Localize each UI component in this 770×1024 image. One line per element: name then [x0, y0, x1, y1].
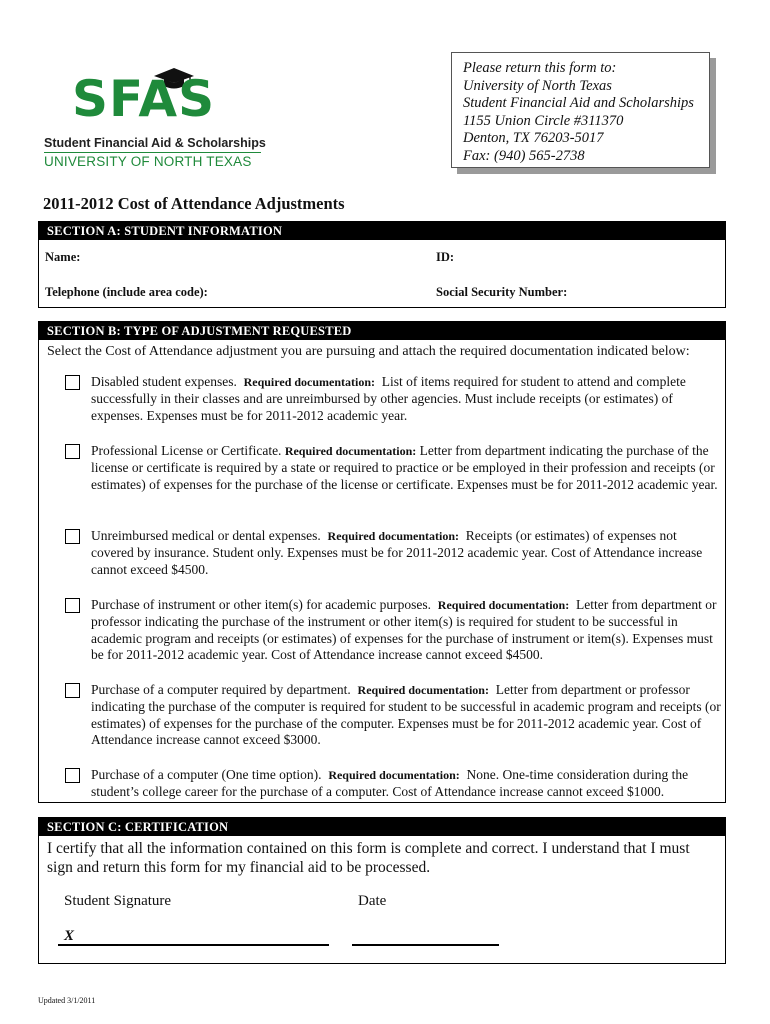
student-signature-label: Student Signature: [64, 893, 172, 909]
ssn-field-label[interactable]: Social Security Number:: [436, 285, 568, 299]
adjustment-option-professional-license: [65, 443, 721, 493]
form-title: 2011-2012 Cost of Attendance Adjustments: [43, 194, 345, 213]
option-doc: Receipts (or estimates) of expenses not covered by insurance. Student only. Expenses must be for 2011-2012 academic year. Cost of Attendance increase cannot exceed $4500.: [91, 528, 703, 577]
option-title: Purchase of instrument or other item(s) for academic purposes.: [91, 597, 432, 612]
checkbox[interactable]: [65, 768, 80, 783]
signature-line[interactable]: [58, 944, 329, 946]
required-doc-label: Required documentation:: [357, 683, 489, 697]
section-a-student-information: [38, 221, 726, 308]
option-title: Unreimbursed medical or dental expenses.: [91, 528, 321, 543]
updated-date: Updated 3/1/2011: [38, 996, 96, 1005]
option-title: Purchase of a computer required by department.: [91, 682, 351, 697]
option-title: Disabled student expenses.: [91, 374, 237, 389]
checkbox[interactable]: [65, 529, 80, 544]
address-line: Denton, TX 76203-5017: [463, 130, 604, 147]
date-label: Date: [358, 893, 387, 909]
option-doc: None. One-time consideration during the student’s college career for the purchase of a computer. Cost of Attendance increase cannot exceed $1000.: [91, 767, 689, 799]
section-c-certification: [38, 817, 726, 964]
checkbox[interactable]: [65, 375, 80, 390]
required-doc-label: Required documentation:: [437, 598, 570, 612]
checkbox[interactable]: [65, 683, 80, 698]
section-b-intro: Select the Cost of Attendance adjustment you are pursuing and attach the required documentation indicated below:: [47, 344, 690, 359]
address-line: Please return this form to:: [463, 60, 617, 76]
address-line: Student Financial Aid and Scholarships: [463, 95, 694, 112]
required-doc-label: Required documentation:: [284, 444, 417, 458]
section-c-header: SECTION C: CERTIFICATION: [39, 818, 725, 836]
section-b-adjustment-type: [38, 321, 726, 803]
return-address-box: [451, 52, 710, 168]
signature-mark: X: [64, 928, 75, 944]
adjustment-option-computer-required: [65, 682, 721, 749]
required-doc-label: Required documentation:: [243, 375, 376, 389]
option-doc: Letter from department or professor indicating the purchase of the instrument or other item(s) is required for student to be successful in academic program and receipts (or estimates) of expenses for the purchase of instrument or item(s). Expenses must be for 2011-2012 academic year. Cost of Attendance increase cannot exceed $4500.: [91, 597, 717, 663]
option-doc: Letter from department indicating the purchase of the license or certificate is required by a state or required to practice or be employed in their profession and receipts (or estimates) of expenses for the purchase of the license or certificate. Expenses must be for 2011-2012 academic year.: [91, 443, 718, 492]
logo-divider: [44, 152, 261, 153]
certification-statement: I certify that all the information contained on this form is complete and correct. I understand that I must sign and return this form for my financial aid to be processed.: [47, 840, 690, 876]
option-title: Professional License or Certificate.: [91, 443, 282, 458]
option-doc: Letter from department or professor indicating the purchase of the computer is required for student to be successful in academic program and receipts (or estimates) of expenses for the purchase of the computer. Expenses must be for 2011-2012 academic year. Cost of Attendance increase cannot exceed $3000.: [91, 682, 721, 748]
date-line[interactable]: [352, 944, 499, 946]
adjustment-option-medical-dental: [65, 528, 721, 578]
section-b-header: SECTION B: TYPE OF ADJUSTMENT REQUESTED: [39, 322, 725, 340]
address-line: Fax: (940) 565-2738: [463, 147, 585, 164]
option-title: Purchase of a computer (One time option).: [91, 767, 322, 782]
adjustment-option-disabled-expenses: [65, 374, 721, 424]
adjustment-option-instrument: [65, 597, 721, 664]
section-a-header: SECTION A: STUDENT INFORMATION: [39, 222, 725, 240]
logo-acronym: SFAS: [72, 70, 216, 128]
name-field-label[interactable]: Name:: [45, 250, 81, 264]
checkbox[interactable]: [65, 598, 80, 613]
required-doc-label: Required documentation:: [328, 768, 460, 782]
logo-subtitle: Student Financial Aid & Scholarships: [44, 136, 266, 150]
sfas-logo: [42, 66, 267, 170]
logo-university: UNIVERSITY OF NORTH TEXAS: [44, 154, 252, 169]
option-doc: List of items required for student to attend and complete successfully in their classes and are unreimbursed by other agencies. Must include receipts (or estimates) of expenses. Expenses must be for 2011-2012 academic year.: [91, 374, 686, 423]
address-line: University of North Texas: [463, 77, 612, 94]
required-doc-label: Required documentation:: [327, 529, 459, 543]
address-line: 1155 Union Circle #311370: [463, 112, 624, 129]
phone-field-label[interactable]: Telephone (include area code):: [45, 285, 208, 299]
adjustment-option-computer-one-time: [65, 767, 721, 801]
id-field-label[interactable]: ID:: [436, 250, 455, 264]
checkbox[interactable]: [65, 444, 80, 459]
